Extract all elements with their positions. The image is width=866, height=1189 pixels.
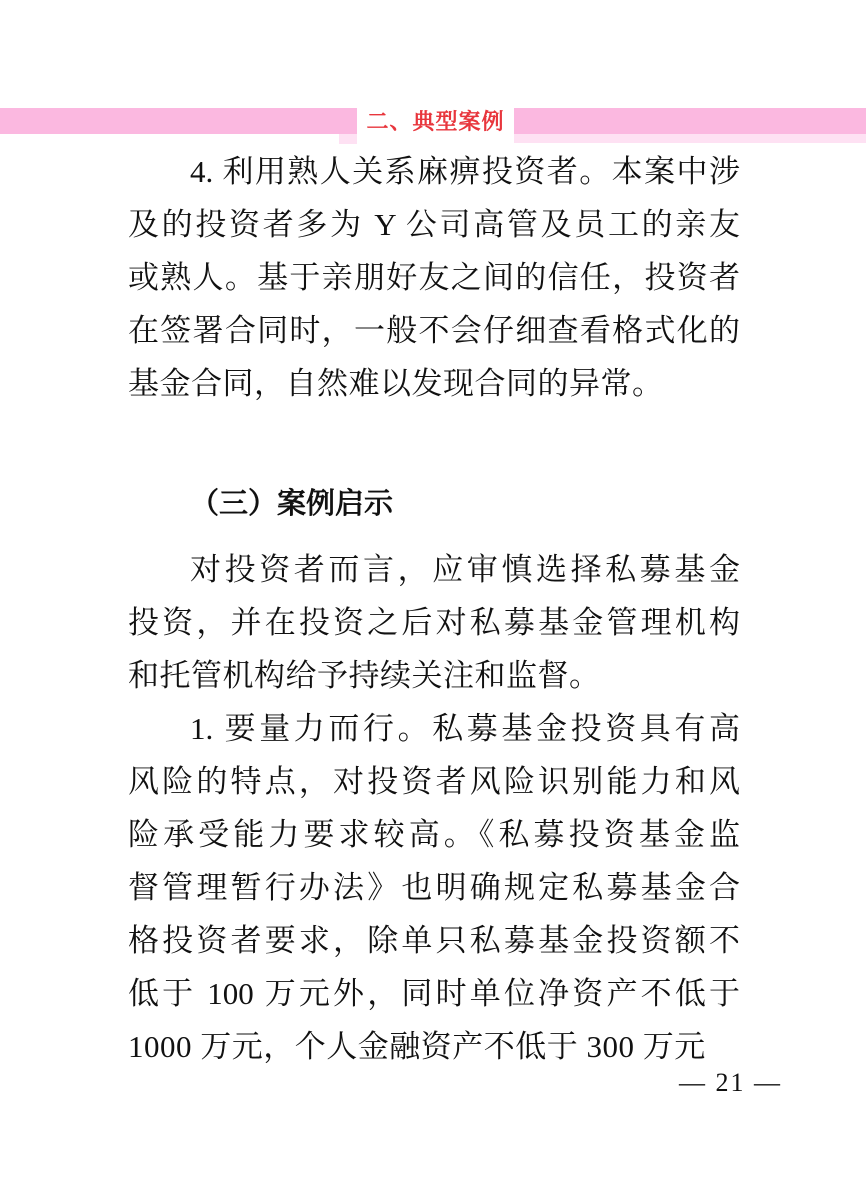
text-line: 险承受能力要求较高。《私募投资基金监 [128,817,740,852]
text-line: 格投资者要求，除单只私募基金投资额不 [128,923,740,958]
section-heading: （三）案例启示 [190,488,394,520]
body-text [128,145,740,1073]
text-line: 在签署合同时，一般不会仔细查看格式化的 [128,313,740,348]
header-bar-right-shadow [514,134,866,143]
text-line: 基金合同，自然难以发现合同的异常。 [128,366,664,401]
header-bar-right [514,108,866,134]
text-line: 1000 万元，个人金融资产不低于 300 万元 [128,1029,706,1064]
text-line: 投资，并在投资之后对私募基金管理机构 [128,605,740,640]
text-line: 4. 利用熟人关系麻痹投资者。本案中涉 [190,154,740,189]
text-line: 或熟人。基于亲朋好友之间的信任，投资者 [128,260,740,295]
text-line: 1. 要量力而行。私募基金投资具有高 [190,711,740,746]
text-line: 风险的特点，对投资者风险识别能力和风 [128,764,740,799]
header-band [0,108,866,148]
text-line: 低于 100 万元外，同时单位净资产不低于 [128,976,740,1011]
header-bar-left [0,108,357,134]
chapter-title: 二、典型案例 [366,109,505,134]
text-line: 对投资者而言，应审慎选择私募基金 [190,552,740,587]
text-line: 督管理暂行办法》也明确规定私募基金合 [128,870,740,905]
text-line: 和托管机构给予持续关注和监督。 [128,658,601,693]
page-number: — 21 — [679,1068,782,1097]
header-bar-left-shadow [339,134,357,144]
text-line: 及的投资者多为 Y 公司高管及员工的亲友 [128,207,740,242]
